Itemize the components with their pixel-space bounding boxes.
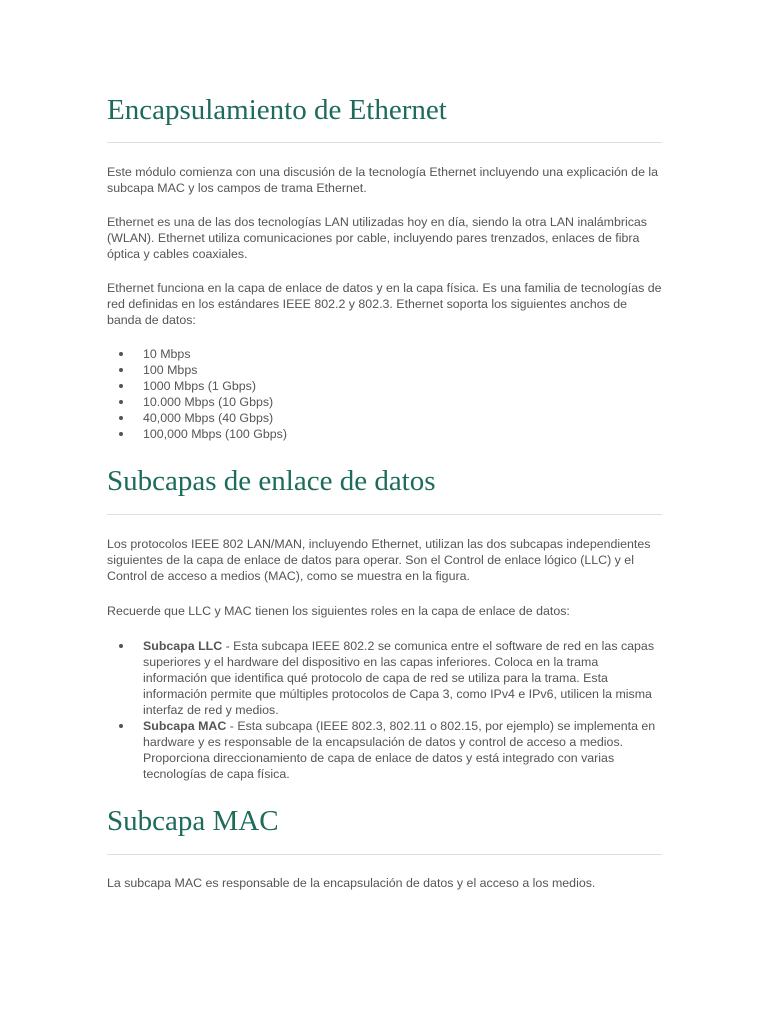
heading-divider bbox=[107, 514, 662, 515]
term-description: - Esta subcapa IEEE 802.2 se comunica entre el software de red en las capas superiores y el hardware del dispositivo en las capas inferiores. Coloca en la trama información que identifica qué protocolo de capa de red se utiliza para la trama. Esta información permite que múltiples protocolos de Capa 3, como IPv4 e IPv6, utilicen la misma interfaz de red y medios. bbox=[143, 639, 655, 717]
list-item: 10 Mbps bbox=[107, 346, 662, 362]
document-content bbox=[107, 0, 662, 891]
heading-divider bbox=[107, 142, 662, 143]
list-item bbox=[107, 718, 662, 782]
paragraph: La subcapa MAC es responsable de la encapsulación de datos y el acceso a los medios. bbox=[107, 876, 596, 890]
term-description: - Esta subcapa (IEEE 802.3, 802.11 o 802.15, por ejemplo) se implementa en hardware y es responsable de la encapsulación de datos y control de acceso a medios. Proporciona direccionamiento de capa de enlace de datos y está integrado con varias tecnologías de capa física. bbox=[143, 719, 656, 781]
list-item: 10.000 Mbps (10 Gbps) bbox=[107, 394, 662, 410]
paragraph: Ethernet funciona en la capa de enlace de datos y en la capa física. Es una familia de tecnologías de red definidas en los estándares IEEE 802.2 y 802.3. Ethernet soporta los siguientes anchos de banda de datos: bbox=[107, 281, 662, 327]
roles-list bbox=[107, 638, 662, 782]
section-heading: Subcapas de enlace de datos bbox=[107, 465, 436, 497]
list-item: 1000 Mbps (1 Gbps) bbox=[107, 378, 662, 394]
paragraph: Recuerde que LLC y MAC tienen los siguientes roles en la capa de enlace de datos: bbox=[107, 604, 570, 618]
bandwidth-list bbox=[107, 346, 662, 442]
section-heading: Encapsulamiento de Ethernet bbox=[107, 94, 447, 126]
term-mac: Subcapa MAC bbox=[143, 719, 227, 733]
heading-divider bbox=[107, 854, 662, 855]
section-heading: Subcapa MAC bbox=[107, 805, 279, 837]
list-item: 100,000 Mbps (100 Gbps) bbox=[107, 426, 662, 442]
list-item: 40,000 Mbps (40 Gbps) bbox=[107, 410, 662, 426]
paragraph: Los protocolos IEEE 802 LAN/MAN, incluyendo Ethernet, utilizan las dos subcapas independientes siguientes de la capa de enlace de datos para operar. Son el Control de enlace lógico (LLC) y el Control de acceso a medios (MAC), como se muestra en la figura. bbox=[107, 537, 651, 583]
list-item bbox=[107, 638, 662, 718]
term-llc: Subcapa LLC bbox=[143, 639, 223, 653]
paragraph: Ethernet es una de las dos tecnologías LAN utilizadas hoy en día, siendo la otra LAN inalámbricas (WLAN). Ethernet utiliza comunicaciones por cable, incluyendo pares trenzados, enlaces de fibra óptica y cables coaxiales. bbox=[107, 215, 648, 261]
list-item: 100 Mbps bbox=[107, 362, 662, 378]
paragraph: Este módulo comienza con una discusión de la tecnología Ethernet incluyendo una explicación de la subcapa MAC y los campos de trama Ethernet. bbox=[107, 165, 659, 195]
